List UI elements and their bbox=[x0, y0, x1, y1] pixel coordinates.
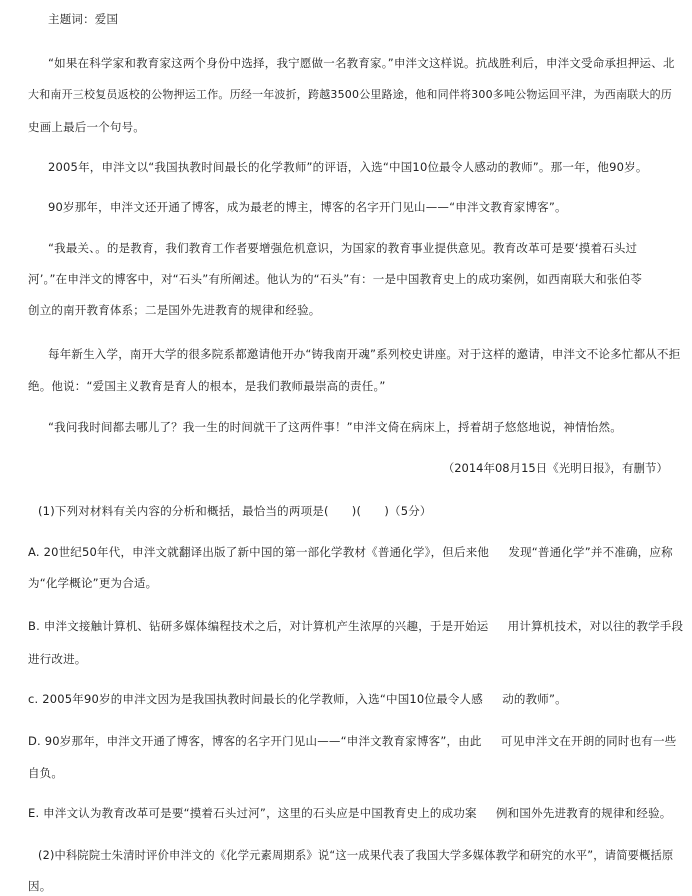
option-e-line: E. 申泮文认为教育改革可是要“摸着石头过河”，这里的石头应是中国教育史上的成功案 例和国外先进教育的规律和经验。 bbox=[28, 806, 672, 820]
source-citation: （2014年08月15日《光明日报》，有删节） bbox=[442, 461, 668, 475]
question-1-stem: (1)下列对材料有关内容的分析和概括，最恰当的两项是( )( )（5分） bbox=[38, 504, 432, 518]
paragraph-line: “我最关、。的是教育，我们教育工作者要增强危机意识，为国家的教育事业提供意见。教育改革可是要‘摸着石头过 bbox=[48, 241, 638, 255]
option-d-line: 自负。 bbox=[28, 766, 64, 780]
paragraph-line: 史画上最后一个句号。 bbox=[28, 120, 145, 134]
paragraph-line: 大和南开三校复员返校的公物押运工作。历经一年波折，跨越3500公里路途，他和同伴将300多吨公物运回平津，为西南联大的历 bbox=[28, 88, 672, 101]
option-a-line: A. 20世纪50年代，申泮文就翻译出版了新中国的第一部化学教材《普通化学》，但后来他 发现“普通化学”并不准确，应称 bbox=[28, 545, 673, 559]
paragraph-line: 2005年，申泮文以“我国执教时间最长的化学教师”的评语，入选“中国10位最令人感动的教师”。那一年，他90岁。 bbox=[48, 160, 648, 174]
paragraph-line: 每年新生入学，南开大学的很多院系都邀请他开办“铸我南开魂”系列校史讲座。对于这样的邀请，申泮文不论多忙都从不拒 bbox=[48, 347, 681, 361]
paragraph-line: 绝。他说：“爱国主义教育是育人的根本，是我们教师最崇高的责任。” bbox=[28, 379, 386, 393]
option-b-line: 进行改进。 bbox=[28, 652, 87, 666]
option-c-line: c. 2005年90岁的申泮文因为是我国执教时间最长的化学教师，入选“中国10位最令人感 动的教师”。 bbox=[28, 692, 567, 706]
option-a-line: 为“化学概论”更为合适。 bbox=[28, 576, 158, 590]
topic-heading: 主题词：爱国 bbox=[48, 12, 119, 26]
question-2-line: 因。 bbox=[28, 879, 52, 893]
paragraph-line: “我问我时间都去哪儿了？我一生的时间就干了这两件事！”申泮文倚在病床上，捋着胡子悠悠地说，神情怡然。 bbox=[48, 420, 622, 434]
option-b-line: B. 申泮文接触计算机、钻研多媒体编程技术之后，对计算机产生浓厚的兴趣，于是开始运 用计算机技术，对以往的教学手段 bbox=[28, 619, 684, 633]
paragraph-line: 90岁那年，申泮文还开通了博客，成为最老的博主，博客的名字开门见山——“申泮文教育家博客”。 bbox=[48, 200, 567, 214]
question-2-line: (2)中科院院士朱清时评价申泮文的《化学元素周期系》说“这一成果代表了我国大学多媒体教学和研究的水平”，请简要概括原 bbox=[38, 849, 674, 862]
paragraph-line: 创立的南开教育体系；二是国外先进教育的规律和经验。 bbox=[28, 303, 321, 317]
option-d-line: D. 90岁那年，申泮文开通了博客，博客的名字开门见山——“申泮文教育家博客”，由此 可见申泮文在开朗的同时也有一些 bbox=[28, 734, 677, 748]
paragraph-line: 河’。”在申泮文的博客中，对“石头”有所阐述。他认为的“石头”有：一是中国教育史上的成功案例，如西南联大和张伯苓 bbox=[28, 272, 642, 286]
paragraph-line: “如果在科学家和教育家这两个身份中选择，我宁愿做一名教育家。”申泮文这样说。抗战胜利后，申泮文受命承担押运、北 bbox=[48, 56, 675, 70]
